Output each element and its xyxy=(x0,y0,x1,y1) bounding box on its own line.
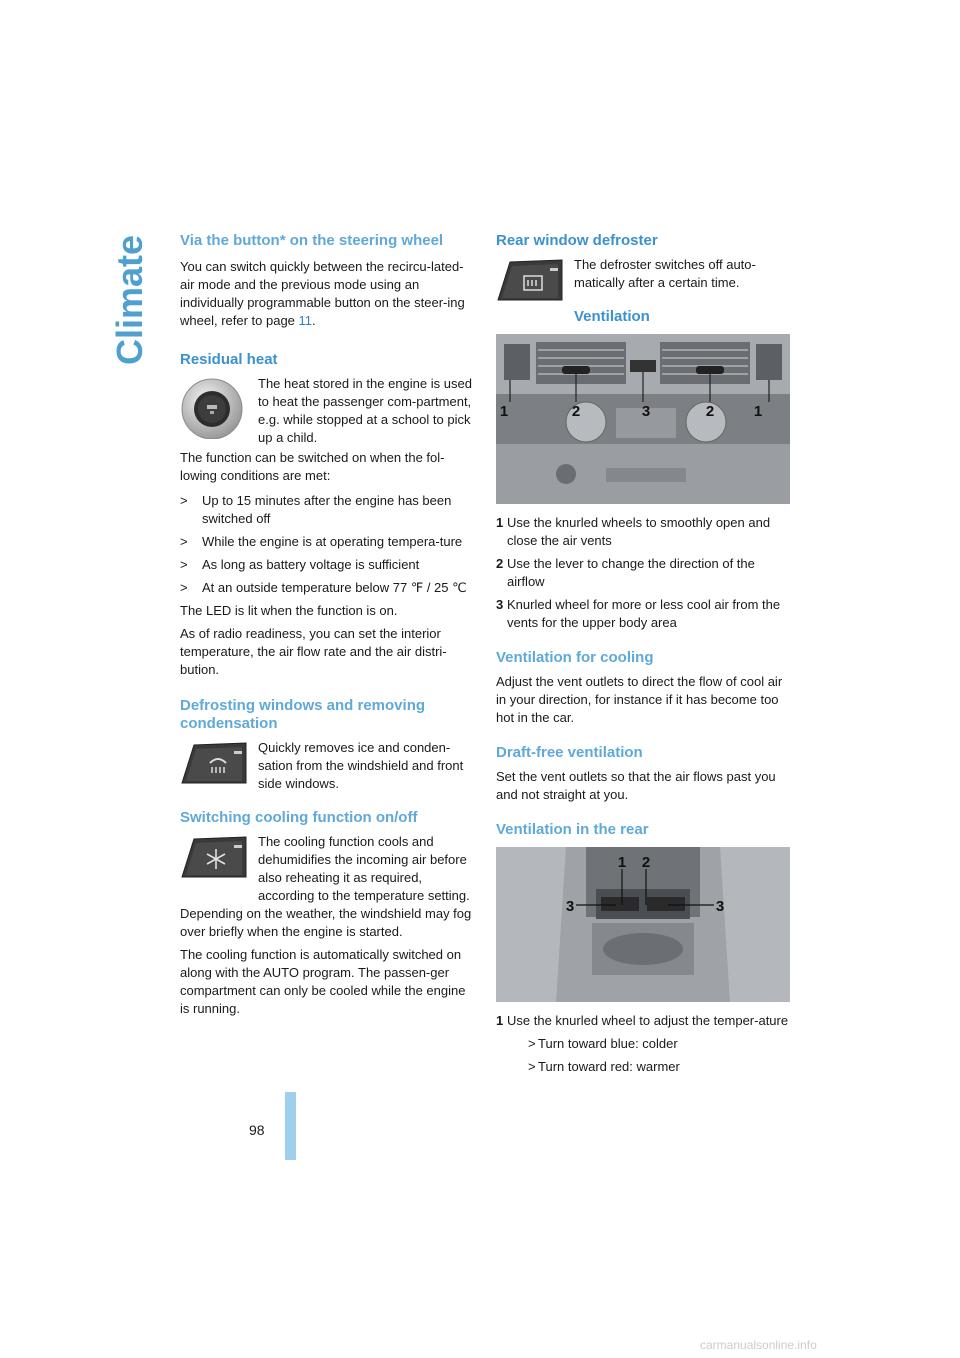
steering-wheel-button-heading: Via the button* on the steering wheel xyxy=(180,232,444,249)
right-column xyxy=(496,230,792,1076)
rear-ventilation-subitem: > Turn toward red: warmer xyxy=(528,1059,680,1074)
ventilation-list-item: 2 Use the lever to change the direction of the airflow xyxy=(496,556,755,589)
page-number: 98 xyxy=(249,1122,265,1138)
ventilation-list-item: 1 Use the knurled wheels to smoothly open and close the air vents xyxy=(496,515,771,548)
cooling-button-image xyxy=(180,833,256,897)
callout: 1 xyxy=(617,854,627,871)
left-column xyxy=(180,230,476,1018)
callout: 2 xyxy=(641,854,651,871)
callout: 3 xyxy=(715,898,725,915)
list-item: > Up to 15 minutes after the engine has been switched off xyxy=(180,493,452,526)
ventilation-cooling-text: Adjust the vent outlets to direct the flow of cool air in your direction, for instance if it has become too hot in the car. xyxy=(496,674,783,725)
rear-defroster-text: The defroster switches off auto-matically after a certain time. xyxy=(574,257,756,290)
callout: 3 xyxy=(641,403,651,420)
watermark: carmanualsonline.info xyxy=(700,1338,817,1352)
rear-window-defroster-heading: Rear window defroster xyxy=(496,232,658,249)
residual-heat-heading: Residual heat xyxy=(180,351,278,368)
rear-ventilation-subitem: > Turn toward blue: colder xyxy=(528,1036,678,1051)
chapter-title: Climate xyxy=(109,234,150,366)
list-item: > While the engine is at operating tempera-ture xyxy=(180,534,463,549)
callout: 2 xyxy=(571,403,581,420)
residual-heat-button-image xyxy=(180,375,256,439)
page-number-bar xyxy=(285,1092,296,1160)
ventilation-cooling-heading: Ventilation for cooling xyxy=(496,649,654,666)
page-11-link[interactable]: 11 xyxy=(298,313,313,328)
callout: 2 xyxy=(705,403,715,420)
list-item: > As long as battery voltage is sufficient xyxy=(180,557,420,572)
list-item: > At an outside temperature below 77 ℉ / 25 ℃ xyxy=(180,580,467,595)
ventilation-heading: Ventilation xyxy=(574,308,650,325)
steering-wheel-button-text: You can switch quickly between the recircu-lated-air mode and the previous mode using an individually programmable button on the steer-ing wheel, refer to page 11. xyxy=(180,259,465,328)
defrost-button-image xyxy=(180,739,256,803)
led-text: The LED is lit when the function is on. xyxy=(180,603,398,618)
rear-ventilation-image xyxy=(496,847,790,1002)
callout: 1 xyxy=(499,403,509,420)
rear-ventilation-list-item: 1 Use the knurled wheel to adjust the temper-ature xyxy=(496,1013,789,1028)
defrosting-heading: Defrosting windows and removing condensation xyxy=(180,697,426,732)
ventilation-image xyxy=(496,334,790,504)
cooling-heading: Switching cooling function on/off xyxy=(180,809,418,826)
callout: 1 xyxy=(753,403,763,420)
radio-readiness-text: As of radio readiness, you can set the interior temperature, the air flow rate and the air distri-bution. xyxy=(180,626,447,677)
rear-ventilation-heading: Ventilation in the rear xyxy=(496,821,649,838)
defrosting-text: Quickly removes ice and conden-sation from the windshield and front side windows. xyxy=(258,740,464,791)
ventilation-list-item: 3 Knurled wheel for more or less cool air from the vents for the upper body area xyxy=(496,597,781,630)
draft-free-text: Set the vent outlets so that the air flows past you and not straight at you. xyxy=(496,769,776,802)
residual-heat-intro: The heat stored in the engine is used to heat the passenger com-partment, e.g. while stopped at a school to pick up a child. xyxy=(258,376,472,445)
callout: 3 xyxy=(565,898,575,915)
cooling-text: The cooling function cools and dehumidifies the incoming air before also reheating it as required, according to the temperature setting. Depending on the weather, the windshield may fog over briefly when the engine is started. xyxy=(180,834,472,939)
draft-free-heading: Draft-free ventilation xyxy=(496,744,643,761)
cooling-auto-text: The cooling function is automatically switched on along with the AUTO program. The passen-ger compartment can only be cooled while the engine is running. xyxy=(180,947,466,1016)
residual-heat-conditions-intro: The function can be switched on when the fol-lowing conditions are met: xyxy=(180,450,445,483)
rear-defroster-button-image xyxy=(496,256,572,320)
